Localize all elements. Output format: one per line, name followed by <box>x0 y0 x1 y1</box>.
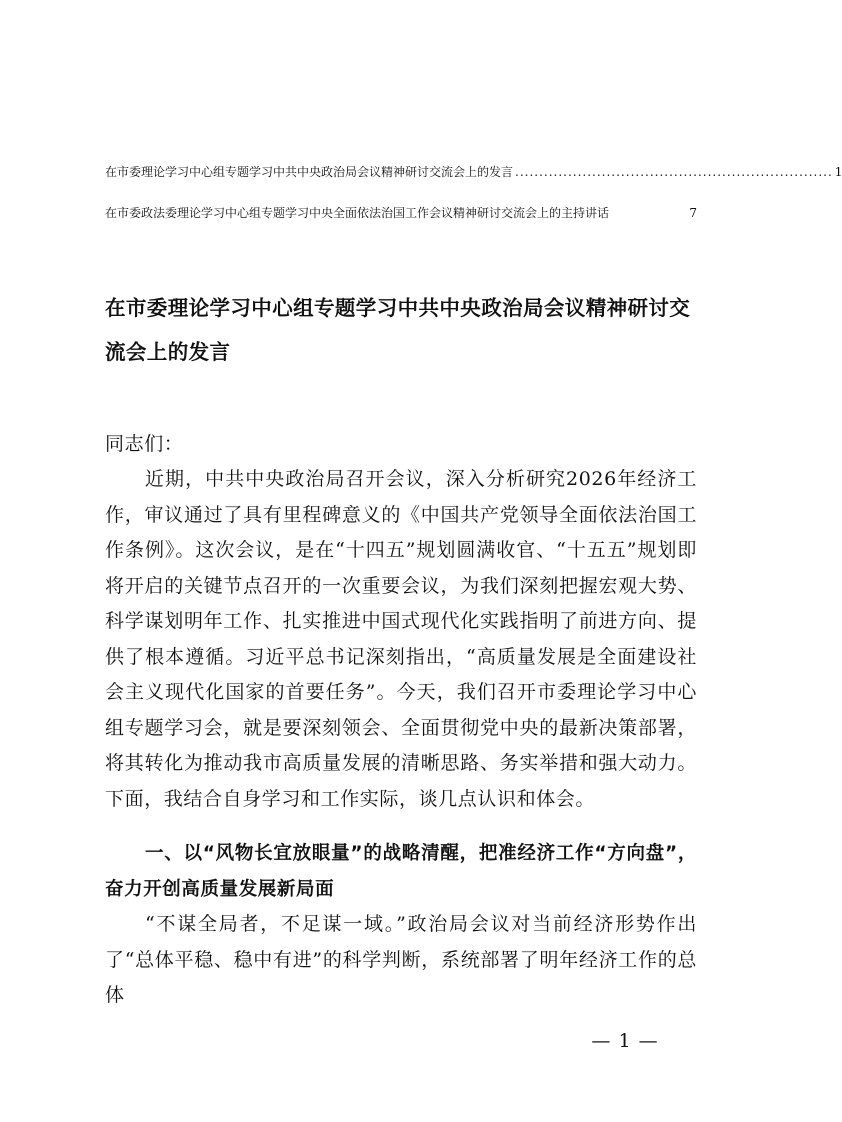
toc-entry-page: 1 <box>834 165 842 179</box>
section-heading: 一、以“风物长宜放眼量”的战略清醒，把准经济工作“方向盘”，奋力开创高质量发展新局面 <box>105 843 697 900</box>
page-number: — 1 — <box>591 1030 659 1052</box>
toc-entry-page: 7 <box>689 206 697 220</box>
toc-entry-leader <box>611 204 687 222</box>
toc-entry[interactable] <box>105 204 697 222</box>
document-title: 在市委理论学习中心组专题学习中共中央政治局会议精神研讨交流会上的发言 <box>105 296 691 364</box>
toc-entry[interactable] <box>105 163 842 181</box>
toc-entry-leader: .................................................................. <box>515 165 833 179</box>
toc-entry-title: 在市委政法委理论学习中心组专题学习中央全面依法治国工作会议精神研讨交流会上的主持讲话 <box>105 206 610 220</box>
body-paragraph: “不谋全局者，不足谋一域。”政治局会议对当前经济形势作出了“总体平稳、稳中有进”的科学判断，系统部署了明年经济工作的总体 <box>105 913 697 1006</box>
salutation: 同志们： <box>105 433 184 455</box>
toc-entry-title: 在市委理论学习中心组专题学习中共中央政治局会议精神研讨交流会上的发言 <box>105 165 514 179</box>
body-paragraph: 近期，中共中央政治局召开会议，深入分析研究2026年经济工作，审议通过了具有里程碑意义的《中国共产党领导全面依法治国工作条例》。这次会议，是在“十四五”规划圆满收官、“十五五”规划即将开启的关键节点召开的一次重要会议，为我们深刻把握宏观大势、科学谋划明年工作、扎实推进中国式现代化实践指明了前进方向、提供了根本遵循。习近平总书记深刻指出，“高质量发展是全面建设社会主义现代化国家的首要任务”。今天，我们召开市委理论学习中心组专题学习会，就是要深刻领会、全面贯彻党中央的最新决策部署，将其转化为推动我市高质量发展的清晰思路、务实举措和强大动力。下面，我结合自身学习和工作实际，谈几点认识和体会。 <box>105 468 697 810</box>
